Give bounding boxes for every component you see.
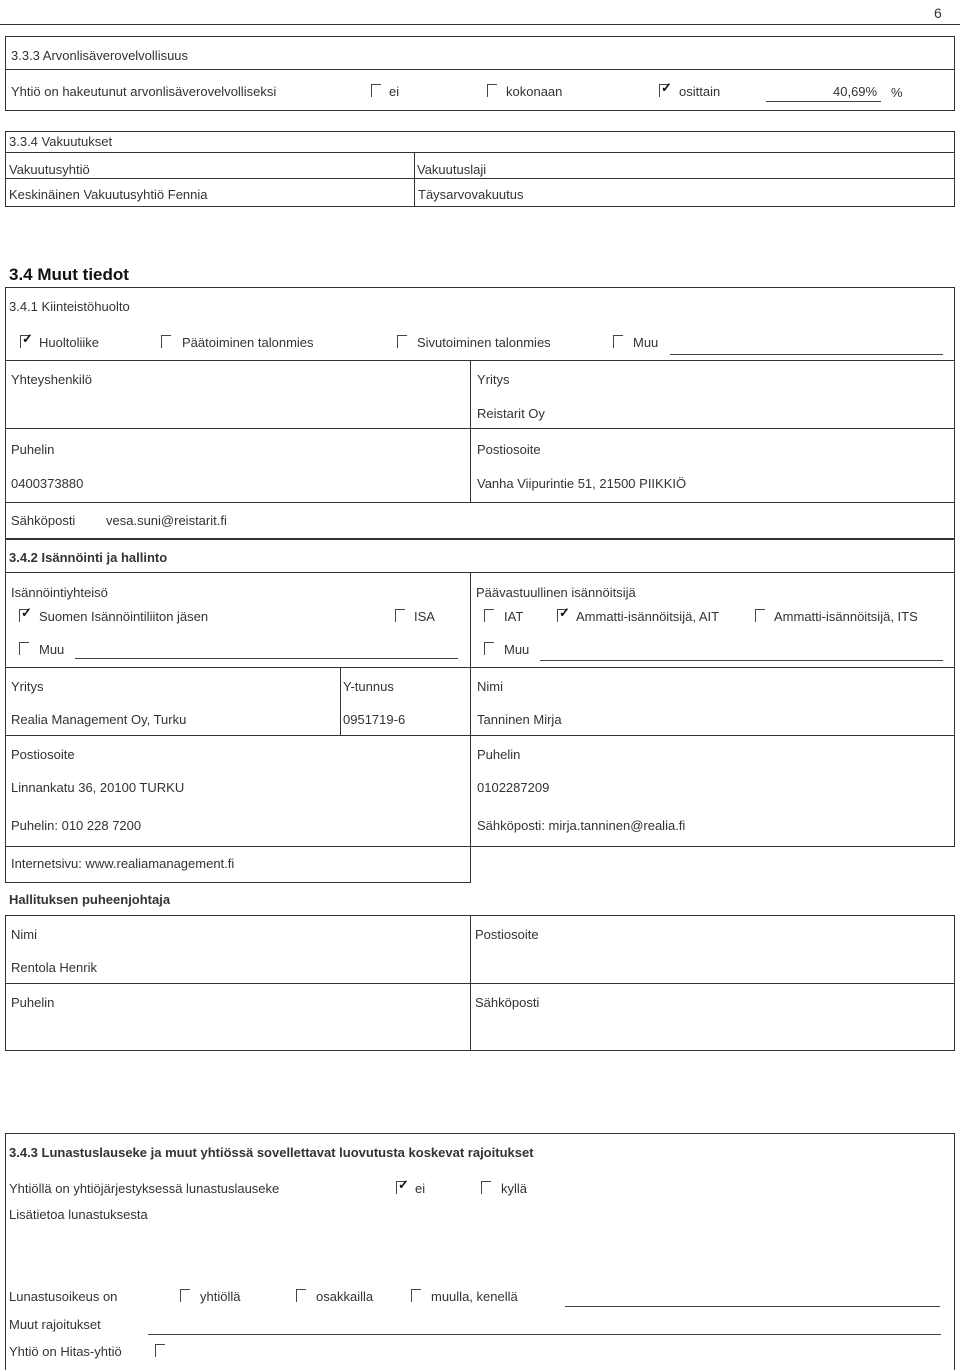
page-number: 6	[934, 5, 942, 21]
chief-manager-label: Päävastuullinen isännöitsijä	[476, 585, 636, 600]
top-rule	[0, 24, 960, 25]
redemption-ei-label: ei	[415, 1181, 426, 1196]
hitas-label: Yhtiö on Hitas-yhtiö	[9, 1344, 122, 1359]
insurance-company: Keskinäinen Vakuutusyhtiö Fennia	[9, 187, 208, 202]
chair-name-value: Rentola Henrik	[11, 960, 97, 975]
other-restrictions-label: Muut rajoitukset	[9, 1317, 101, 1332]
suomen-label: Suomen Isännöintiliiton jäsen	[39, 609, 209, 624]
vat-ei-label: ei	[389, 84, 400, 99]
redemption-kylla-checkbox[interactable]	[481, 1181, 491, 1194]
huoltoliike-label: Huoltoliike	[39, 335, 99, 350]
company-label: Yritys	[477, 372, 510, 387]
board-chair-heading: Hallituksen puheenjohtaja	[9, 892, 171, 907]
muu-right-input-line[interactable]	[540, 660, 943, 661]
m-phone-value: 0102287209	[477, 780, 550, 795]
redemption-right-label: Lunastusoikeus on	[9, 1289, 118, 1304]
muu-left-input-line[interactable]	[75, 658, 458, 659]
insurance-company-label: Vakuutusyhtiö	[9, 162, 90, 177]
insurance-type: Täysarvovakuutus	[418, 187, 524, 202]
m-company-value: Realia Management Oy, Turku	[11, 712, 187, 727]
vat-percent-unit: %	[891, 85, 903, 100]
chair-phone-label: Puhelin	[11, 995, 55, 1010]
vat-heading: 3.3.3 Arvonlisäverovelvollisuus	[11, 48, 189, 63]
yhtiolla-checkbox[interactable]	[180, 1289, 190, 1302]
sivutoiminen-checkbox[interactable]	[397, 335, 407, 348]
osakkailla-label: osakkailla	[316, 1289, 374, 1304]
address-value: Vanha Viipurintie 51, 21500 PIIKKIÖ	[477, 476, 687, 491]
management-company-label: Isännöintiyhteisö	[11, 585, 108, 600]
iat-checkbox[interactable]	[484, 609, 494, 622]
muulla-checkbox[interactable]	[411, 1289, 421, 1302]
chair-email-label: Sähköposti	[475, 995, 540, 1010]
ait-checkbox[interactable]: ✓	[559, 605, 570, 620]
other-info-heading: 3.4 Muut tiedot	[9, 265, 129, 284]
isa-checkbox[interactable]	[395, 609, 405, 622]
redemption-heading: 3.4.3 Lunastuslauseke ja muut yhtiössä sovellettavat luovutusta koskevat rajoitukset	[9, 1145, 534, 1160]
hitas-checkbox[interactable]	[155, 1344, 165, 1357]
its-label: Ammatti-isännöitsijä, ITS	[774, 609, 918, 624]
chair-address-label: Postiosoite	[475, 927, 539, 942]
iat-label: IAT	[504, 609, 524, 624]
paatoiminen-checkbox[interactable]	[161, 335, 171, 348]
m-address-value: Linnankatu 36, 20100 TURKU	[11, 780, 185, 795]
ait-label: Ammatti-isännöitsijä, AIT	[576, 609, 720, 624]
phone-value: 0400373880	[11, 476, 84, 491]
vat-question: Yhtiö on hakeutunut arvonlisäverovelvolliseksi	[11, 84, 277, 99]
vat-kokonaan-label: kokonaan	[506, 84, 563, 99]
muu-label: Muu	[633, 335, 659, 350]
phone-label: Puhelin	[11, 442, 55, 457]
muu-right-label: Muu	[504, 642, 530, 657]
company-value: Reistarit Oy	[477, 406, 545, 421]
yhtiolla-label: yhtiöllä	[200, 1289, 241, 1304]
maintenance-heading: 3.4.1 Kiinteistöhuolto	[9, 299, 130, 314]
muulla-input-line[interactable]	[565, 1306, 940, 1307]
m-company-phone: Puhelin: 010 228 7200	[11, 818, 142, 833]
m-website: Internetsivu: www.realiamanagement.fi	[11, 856, 235, 871]
redemption-info-label: Lisätietoa lunastuksesta	[9, 1207, 148, 1222]
muu-left-checkbox[interactable]	[19, 642, 29, 655]
email-value: vesa.suni@reistarit.fi	[106, 513, 227, 528]
m-name-value: Tanninen Mirja	[477, 712, 562, 727]
m-ytunnus-value: 0951719-6	[343, 712, 406, 727]
m-address-label: Postiosoite	[11, 747, 75, 762]
contact-person-label: Yhteyshenkilö	[11, 372, 92, 387]
vat-ei-checkbox[interactable]	[371, 84, 381, 97]
chair-name-label: Nimi	[11, 927, 37, 942]
its-checkbox[interactable]	[755, 609, 765, 622]
insurance-heading: 3.3.4 Vakuutukset	[9, 134, 113, 149]
paatoiminen-label: Päätoiminen talonmies	[182, 335, 314, 350]
huoltoliike-checkbox[interactable]: ✓	[22, 331, 33, 346]
sivutoiminen-label: Sivutoiminen talonmies	[417, 335, 551, 350]
vat-osittain-label: osittain	[679, 84, 721, 99]
m-ytunnus-label: Y-tunnus	[343, 679, 394, 694]
m-phone-label: Puhelin	[477, 747, 521, 762]
vat-percent-value[interactable]: 40,69%	[833, 84, 878, 99]
muulla-label: muulla, kenellä	[431, 1289, 518, 1304]
muu-right-checkbox[interactable]	[484, 642, 494, 655]
redemption-ei-checkbox[interactable]: ✓	[398, 1177, 409, 1192]
muu-left-label: Muu	[39, 642, 65, 657]
redemption-kylla-label: kyllä	[501, 1181, 528, 1196]
other-restrictions-line[interactable]	[148, 1334, 941, 1335]
m-company-label: Yritys	[11, 679, 44, 694]
email-label: Sähköposti	[11, 513, 76, 528]
osakkailla-checkbox[interactable]	[296, 1289, 306, 1302]
isa-label: ISA	[414, 609, 435, 624]
redemption-question: Yhtiöllä on yhtiöjärjestyksessä lunastuslauseke	[9, 1181, 280, 1196]
muu-input-line[interactable]	[670, 354, 943, 355]
vat-osittain-checkbox[interactable]: ✓	[661, 80, 672, 95]
management-heading: 3.4.2 Isännöinti ja hallinto	[9, 550, 168, 565]
insurance-type-label: Vakuutuslaji	[417, 162, 487, 177]
address-label: Postiosoite	[477, 442, 541, 457]
suomen-checkbox[interactable]: ✓	[21, 605, 32, 620]
vat-kokonaan-checkbox[interactable]	[487, 84, 497, 97]
m-name-label: Nimi	[477, 679, 503, 694]
m-email: Sähköposti: mirja.tanninen@realia.fi	[477, 818, 686, 833]
muu-checkbox[interactable]	[613, 335, 623, 348]
